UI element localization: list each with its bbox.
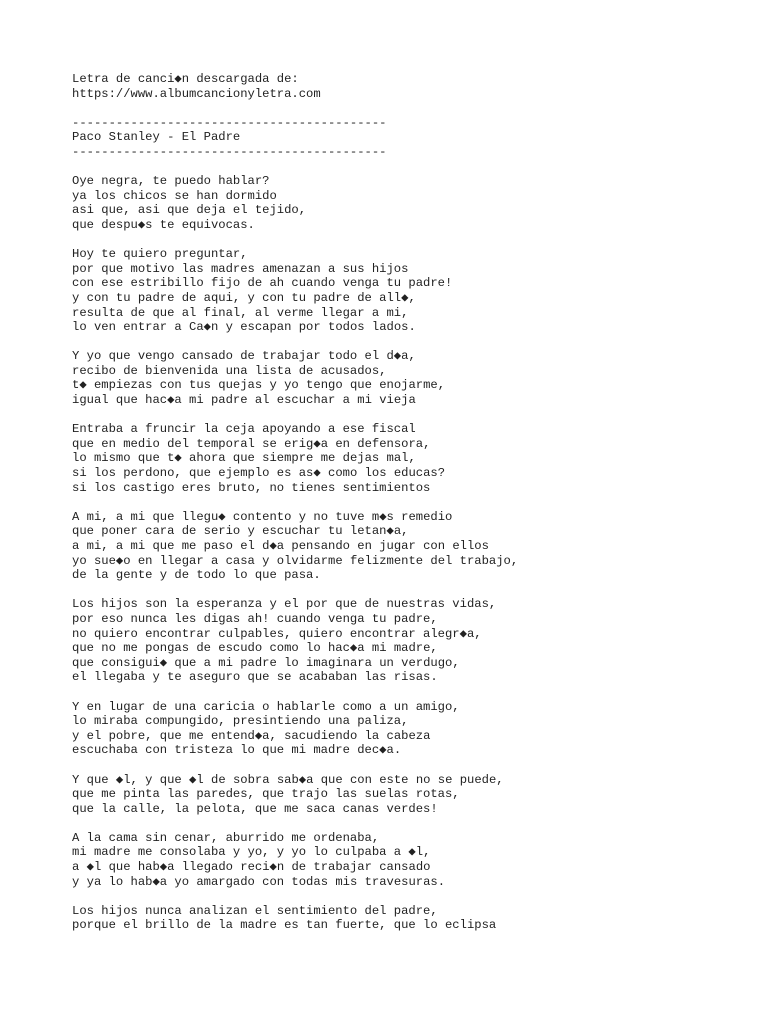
lyric-line: t◆ empiezas con tus quejas y yo tengo que enojarme, [72, 378, 446, 393]
lyric-line: lo mismo que t◆ ahora que siempre me dejas mal, [72, 451, 416, 466]
stanza [72, 597, 752, 685]
lyric-line: a ◆l que hab◆a llegado reci◆n de trabajar cansado [72, 860, 431, 875]
lyric-line: recibo de bienvenida una lista de acusados, [72, 363, 387, 378]
lyric-line: que poner cara de serio y escuchar tu letan◆a, [72, 524, 409, 539]
lyric-line: y con tu padre de aqui, y con tu padre de all◆, [72, 290, 416, 305]
source-label: Letra de canci◆n descargada de: [72, 72, 299, 86]
lyric-line: que consigui◆ que a mi padre lo imaginara un verdugo, [72, 655, 460, 670]
source-header [72, 72, 752, 101]
stanza [72, 174, 752, 232]
stanza [72, 247, 752, 335]
lyric-line: que la calle, la pelota, que me saca canas verdes! [72, 801, 438, 816]
lyric-line: que no me pongas de escudo como lo hac◆a mi madre, [72, 641, 438, 656]
lyric-line: por eso nunca les digas ah! cuando venga tu padre, [72, 611, 438, 626]
lyric-line: Los hijos nunca analizan el sentimiento del padre, [72, 903, 438, 918]
stanza [72, 831, 752, 889]
lyric-line: porque el brillo de la madre es tan fuerte, que lo eclipsa [72, 918, 497, 933]
stanza [72, 904, 752, 933]
lyric-line: Los hijos son la esperanza y el por que de nuestras vidas, [72, 597, 497, 612]
song-title-block [72, 116, 752, 160]
lyric-line: A mi, a mi que llegu◆ contento y no tuve m◆s remedio [72, 509, 453, 524]
lyric-line: Y en lugar de una caricia o hablarle como a un amigo, [72, 699, 460, 714]
lyric-line: que me pinta las paredes, que trajo las suelas rotas, [72, 787, 460, 802]
stanza [72, 510, 752, 583]
lyric-line: lo miraba compungido, presintiendo una paliza, [72, 714, 409, 729]
lyric-line: con ese estribillo fijo de ah cuando venga tu padre! [72, 276, 453, 291]
title-rule-top: ------------------------------------------- [72, 115, 387, 130]
lyrics-body [72, 174, 752, 933]
lyric-line: mi madre me consolaba y yo, y yo lo culpaba a ◆l, [72, 845, 431, 860]
lyric-line: Y que ◆l, y que ◆l de sobra sab◆a que con este no se puede, [72, 772, 504, 787]
lyric-line: que en medio del temporal se erig◆a en defensora, [72, 436, 431, 451]
lyric-line: Hoy te quiero preguntar, [72, 247, 248, 262]
lyric-line: y ya lo hab◆a yo amargado con todas mis travesuras. [72, 874, 446, 889]
lyric-line: ya los chicos se han dormido [72, 188, 277, 203]
lyric-line: A la cama sin cenar, aburrido me ordenaba, [72, 830, 380, 845]
lyric-line: a mi, a mi que me paso el d◆a pensando en jugar con ellos [72, 539, 489, 553]
lyric-line: yo sue◆o en llegar a casa y olvidarme felizmente del trabajo, [72, 553, 519, 568]
title-rule-bottom: ------------------------------------------- [72, 144, 387, 159]
stanza [72, 773, 752, 817]
stanza [72, 700, 752, 758]
lyrics-document [72, 72, 752, 948]
lyric-line: resulta de que al final, al verme llegar a mi, [72, 305, 409, 320]
lyric-line: Y yo que vengo cansado de trabajar todo el d◆a, [72, 349, 416, 364]
lyric-line: de la gente y de todo lo que pasa. [72, 568, 321, 583]
lyric-line: lo ven entrar a Ca◆n y escapan por todos lados. [72, 320, 416, 335]
lyric-line: si los castigo eres bruto, no tienes sentimientos [72, 480, 431, 495]
lyric-line: asi que, asi que deja el tejido, [72, 203, 307, 218]
stanza [72, 422, 752, 495]
lyric-line: por que motivo las madres amenazan a sus hijos [72, 261, 409, 276]
lyric-line: que despu◆s te equivocas. [72, 217, 255, 232]
song-title: Paco Stanley - El Padre [72, 130, 241, 145]
lyric-line: escuchaba con tristeza lo que mi madre dec◆a. [72, 743, 402, 758]
stanza [72, 349, 752, 407]
lyric-line: el llegaba y te aseguro que se acababan las risas. [72, 670, 438, 685]
lyric-line: no quiero encontrar culpables, quiero encontrar alegr◆a, [72, 626, 482, 641]
source-url: https://www.albumcancionyletra.com [72, 86, 321, 101]
lyric-line: si los perdono, que ejemplo es as◆ como los educas? [72, 466, 446, 481]
lyric-line: Entraba a fruncir la ceja apoyando a ese fiscal [72, 422, 416, 437]
lyric-line: Oye negra, te puedo hablar? [72, 174, 270, 189]
lyric-line: igual que hac◆a mi padre al escuchar a mi vieja [72, 393, 416, 408]
lyric-line: y el pobre, que me entend◆a, sacudiendo la cabeza [72, 728, 431, 743]
